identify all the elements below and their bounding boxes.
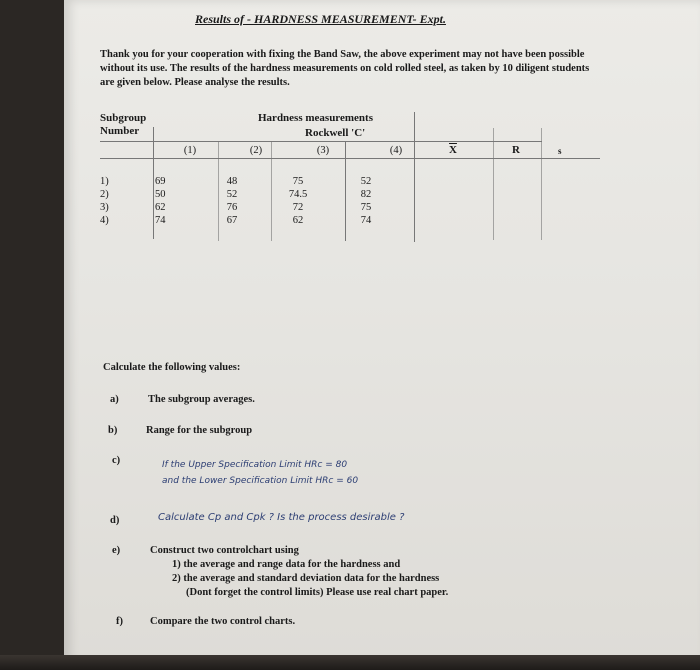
table-cell: 82 bbox=[360, 189, 372, 200]
table-cell: 76 bbox=[226, 202, 238, 213]
table-cell: 72 bbox=[292, 202, 304, 213]
hardness-header: Hardness measurements bbox=[258, 112, 373, 124]
rockwell-header: Rockwell 'C' bbox=[305, 127, 366, 139]
row-number: 2) bbox=[100, 189, 109, 200]
page-title: Results of - HARDNESS MEASUREMENT- Expt. bbox=[195, 12, 446, 26]
item-b-letter: b) bbox=[108, 425, 118, 436]
table-cell: 74 bbox=[155, 215, 166, 226]
table-divider-r bbox=[541, 128, 542, 240]
table-cell: 50 bbox=[155, 189, 166, 200]
r-label: R bbox=[512, 144, 520, 156]
col-label-2: (2) bbox=[249, 145, 263, 156]
table-column-rule bbox=[100, 158, 600, 159]
item-a-text: The subgroup averages. bbox=[148, 394, 255, 405]
item-e-text-2: 1) the average and range data for the hardness and bbox=[172, 559, 401, 570]
table-divider-xbar bbox=[493, 128, 494, 240]
item-d-letter: d) bbox=[110, 515, 120, 526]
item-e-text-3: 2) the average and standard deviation data for the hardness bbox=[172, 573, 440, 584]
table-cell: 69 bbox=[155, 176, 166, 187]
table-cell: 62 bbox=[155, 202, 166, 213]
table-divider-number bbox=[153, 127, 154, 239]
table-cell: 67 bbox=[226, 215, 238, 226]
table-divider-3 bbox=[345, 141, 346, 241]
s-label: s bbox=[558, 146, 562, 156]
item-f-text: Compare the two control charts. bbox=[150, 616, 296, 627]
table-cell: 75 bbox=[292, 176, 304, 187]
table-cell: 74 bbox=[360, 215, 372, 226]
subgroup-header: Subgroup bbox=[100, 112, 147, 124]
row-number: 1) bbox=[100, 176, 109, 187]
item-e-letter: e) bbox=[112, 545, 121, 556]
item-f-letter: f) bbox=[116, 616, 123, 627]
item-a-letter: a) bbox=[110, 394, 119, 405]
table-cell: 75 bbox=[360, 202, 372, 213]
item-d-handwriting: Calculate Cp and Cpk ? Is the process desirable ? bbox=[158, 512, 405, 523]
item-e-text-4: (Dont forget the control limits) Please use real chart paper. bbox=[186, 587, 449, 598]
col-label-3: (3) bbox=[316, 145, 330, 156]
item-c-handwriting-1: If the Upper Specification Limit HRc = 80 bbox=[162, 460, 348, 470]
number-header: Number bbox=[100, 125, 140, 137]
row-number: 3) bbox=[100, 202, 109, 213]
calc-heading: Calculate the following values: bbox=[103, 362, 241, 373]
table-header-rule bbox=[100, 141, 542, 142]
col-label-1: (1) bbox=[183, 145, 197, 156]
item-c-letter: c) bbox=[112, 455, 121, 466]
table-cell: 62 bbox=[292, 215, 304, 226]
xbar-label: $\overline{X}$ bbox=[449, 144, 457, 156]
table-cell: 48 bbox=[226, 176, 238, 187]
col-label-4: (4) bbox=[389, 145, 403, 156]
item-c-handwriting-2: and the Lower Specification Limit HRc = 60 bbox=[162, 476, 359, 486]
table-cell: 52 bbox=[226, 189, 238, 200]
table-divider-4 bbox=[414, 112, 415, 242]
row-number: 4) bbox=[100, 215, 109, 226]
desk-edge bbox=[0, 655, 700, 670]
table-cell: 74.5 bbox=[288, 189, 308, 200]
item-e-text-1: Construct two controlchart using bbox=[150, 545, 299, 556]
intro-paragraph: Thank you for your cooperation with fixing the Band Saw, the above experiment may not have been possible without its use. The results of the hardness measurements on cold rolled steel, as taken by 10 diligent students are given below. Please analyse the results. bbox=[100, 49, 590, 88]
table-divider-2 bbox=[271, 141, 272, 241]
item-b-text: Range for the subgroup bbox=[146, 425, 253, 436]
table-cell: 52 bbox=[360, 176, 372, 187]
